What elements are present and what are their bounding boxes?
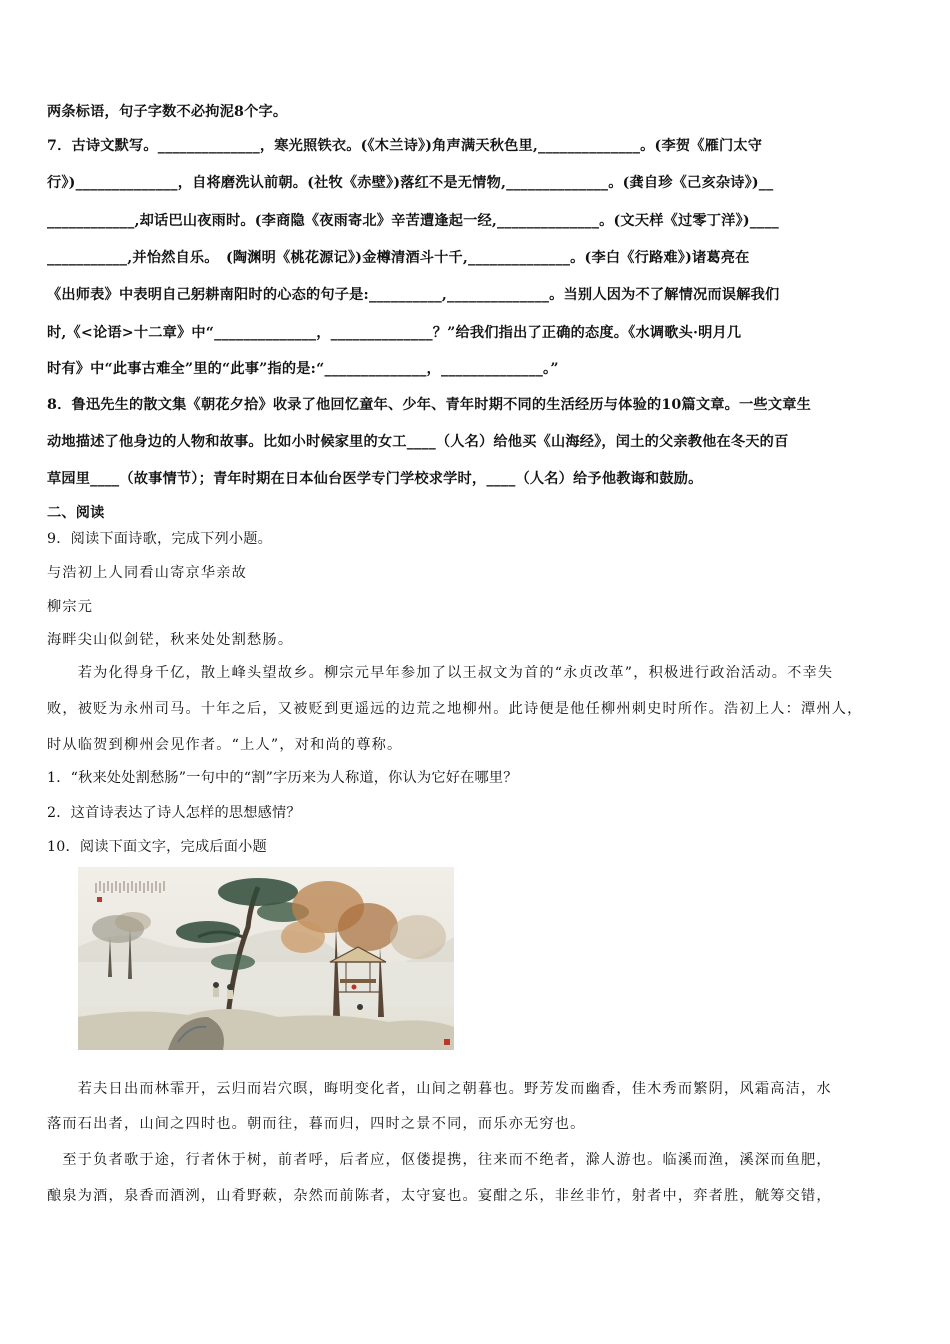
poem-author: 柳宗元 (47, 599, 94, 615)
landscape-painting (78, 867, 454, 1050)
poem-title: 与浩初上人同看山寄京华亲故 (47, 565, 248, 581)
q9-sub-1: 1．“秋来处处割愁肠”一句中的“割”字历来为人称道，你认为它好在哪里？ (47, 770, 518, 786)
q8-line-3: 草园里____（故事情节）；青年时期在日本仙台医学专门学校求学时，____（人名）给予他教诲和鼓励。 (47, 471, 703, 487)
passage-line-4: 酿泉为酒，泉香而酒洌，山肴野蔌，杂然而前陈者，太守宴也。宴酣之乐，非丝非竹，射者中，弈者胜，觥筹交错， (47, 1188, 832, 1204)
seal-mark-top (97, 897, 102, 902)
q8-line-2: 动地描述了他身边的人物和故事。比如小时候家里的女工____（人名）给他买《山海经》，闰土的父亲教他在冬天的百 (47, 434, 789, 450)
passage-line-2: 落而石出者，山间之四时也。朝而往，暮而归，四时之景不同，而乐亦无穷也。 (47, 1116, 586, 1132)
painting-svg (78, 867, 454, 1050)
q7-line-6: 时,《<论语>十二章》中“______________，______________？”给我们指出了正确的态度。《水调歌头·明月几 (47, 325, 742, 341)
passage-line-1: 若夫日出而林霏开，云归而岩穴暝，晦明变化者，山间之朝暮也。野芳发而幽香，佳木秀而繁阴，风霜高洁，水 (47, 1081, 832, 1097)
line-intro-note: 两条标语，句子字数不必拘泥8个字。 (47, 104, 288, 120)
passage-line-3: 至于负者歌于途，行者休于树，前者呼，后者应，伛偻提携，往来而不绝者，滁人游也。临溪而渔，溪深而鱼肥， (47, 1152, 832, 1168)
q7-line-2: 行》)______________，自将磨洗认前朝。(社牧《赤壁》)落红不是无情物,______________。(龚自珍《己亥杂诗》)__ (47, 175, 774, 191)
q7-line-4: ___________,并怡然自乐。 (陶渊明《桃花源记》)金樽清酒斗十千,______________。(李白《行路难》)诸葛亮在 (47, 250, 750, 266)
poem-note-line-3: 时从临贺到柳州会见作者。“上人”，对和尚的尊称。 (47, 737, 403, 753)
poem-note-line-1: 若为化得身千亿，散上峰头望故乡。柳宗元早年参加了以王叔文为首的“永贞改革”，积极进行政治活动。不幸失 (47, 665, 834, 681)
section-heading-reading: 二、阅读 (47, 505, 105, 521)
q7-line-5: 《出师表》中表明自己躬耕南阳时的心态的句子是:__________,______________。当别人因为不了解情况而误解我们 (47, 287, 780, 303)
q9-sub-2: 2．这首诗表达了诗人怎样的思想感情？ (47, 805, 301, 821)
q8-line-1: 8．鲁迅先生的散文集《朝花夕拾》收录了他回忆童年、少年、青年时期不同的生活经历与体验的10篇文章。一些文章生 (47, 397, 811, 413)
q7-line-3: ____________,却话巴山夜雨时。(李商隐《夜雨寄北》辛苦遭逢起一经,______________。(文天样《过零丁洋》)____ (47, 213, 779, 229)
seal-mark-bottom (444, 1039, 450, 1045)
q7-line-1: 7．古诗文默写。______________，寒光照铁衣。(《木兰诗》)角声满天秋色里,______________。(李贺《雁门太守 (47, 138, 763, 154)
poem-note-line-2: 败，被贬为永州司马。十年之后，又被贬到更遥远的边荒之地柳州。此诗便是他任柳州刺史时所作。浩初上人：潭州人， (47, 701, 863, 717)
q10-instruction: 10．阅读下面文字，完成后面小题 (47, 839, 267, 855)
q9-instruction: 9．阅读下面诗歌，完成下列小题。 (47, 531, 273, 547)
poem-line-1: 海畔尖山似剑铓，秋来处处割愁肠。 (47, 632, 294, 648)
water (78, 962, 454, 1007)
q7-line-7: 时有》中“此事古难全”里的“此事”指的是:“______________，______________。” (47, 361, 559, 377)
